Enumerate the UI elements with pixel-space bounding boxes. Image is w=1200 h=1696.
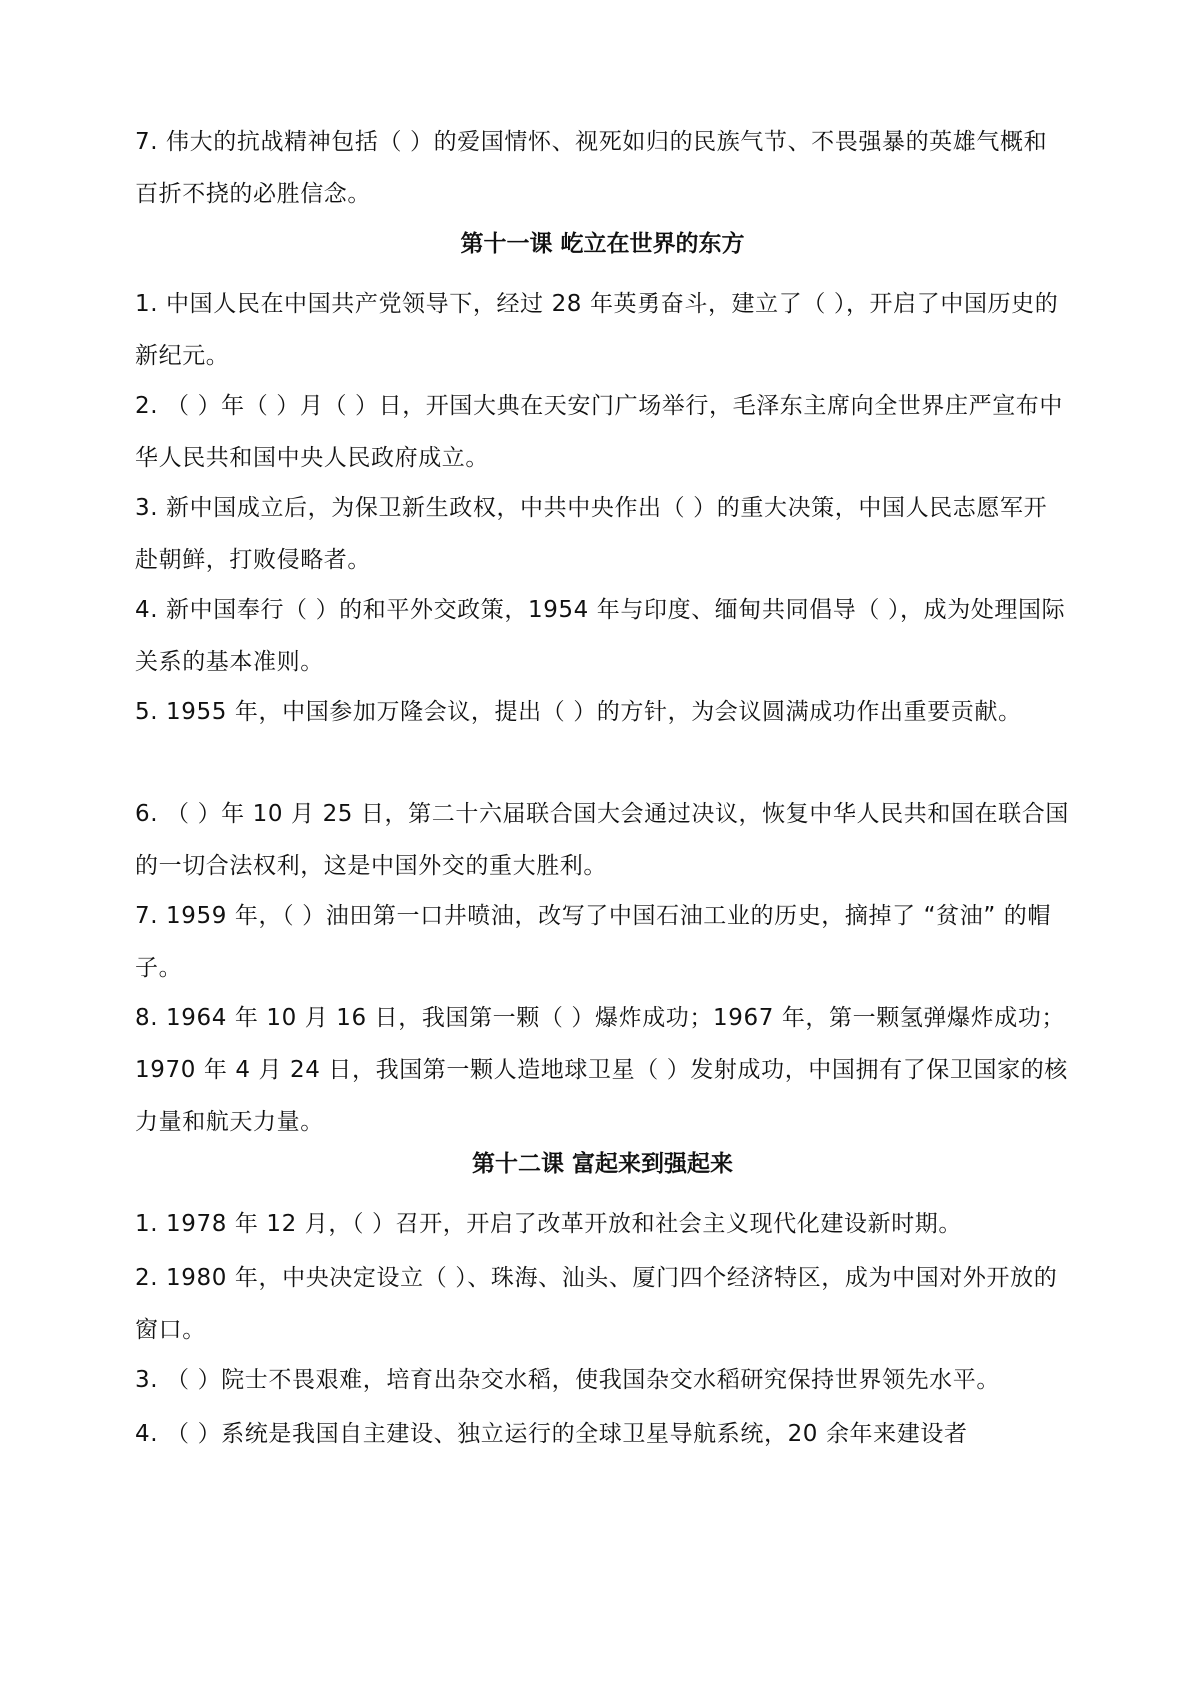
question-item: 7. 1959 年，（ ）油田第一口井喷油，改写了中国石油工业的历史，摘掉了 “贫油” 的帽子。 — [135, 903, 1051, 981]
document-page — [135, 0, 1070, 1696]
question-item: 8. 1964 年 10 月 16 日，我国第一颗（ ）爆炸成功；1967 年，第一颗氢弹爆炸成功；1970 年 4 月 24 日，我国第一颗人造地球卫星（ ）发射成功，中国拥有了保卫国家的核力量和航天力量。 — [135, 1005, 1068, 1135]
question-item: 2. 1980 年，中央决定设立（ ）、珠海、汕头、厦门四个经济特区，成为中国对外开放的窗口。 — [135, 1265, 1058, 1343]
question-item: 2. （ ）年（ ）月（ ）日，开国大典在天安门广场举行，毛泽东主席向全世界庄严宣布中华人民共和国中央人民政府成立。 — [135, 393, 1063, 471]
question-item: 4. 新中国奉行（ ）的和平外交政策，1954 年与印度、缅甸共同倡导（ ），成为处理国际关系的基本准则。 — [135, 597, 1066, 675]
lesson-11-title: 第十一课 屹立在世界的东方 — [460, 231, 745, 257]
question-item: 6. （ ）年 10 月 25 日，第二十六届联合国大会通过决议，恢复中华人民共和国在联合国的一切合法权利，这是中国外交的重大胜利。 — [135, 801, 1069, 879]
question-item: 1. 1978 年 12 月，（ ）召开，开启了改革开放和社会主义现代化建设新时期。 — [135, 1211, 962, 1237]
question-item: 3. （ ）院士不畏艰难，培育出杂交水稻，使我国杂交水稻研究保持世界领先水平。 — [135, 1367, 1000, 1393]
question-item: 3. 新中国成立后，为保卫新生政权，中共中央作出（ ）的重大决策，中国人民志愿军开赴朝鲜，打败侵略者。 — [135, 495, 1048, 573]
question-item: 5. 1955 年，中国参加万隆会议，提出（ ）的方针，为会议圆满成功作出重要贡献。 — [135, 699, 1022, 725]
question-item: 1. 中国人民在中国共产党领导下，经过 28 年英勇奋斗，建立了（ ），开启了中国历史的新纪元。 — [135, 291, 1059, 369]
lesson-12-title: 第十二课 富起来到强起来 — [471, 1151, 733, 1177]
question-item: 7. 伟大的抗战精神包括（ ）的爱国情怀、视死如归的民族气节、不畏强暴的英雄气概和百折不挠的必胜信念。 — [135, 129, 1048, 207]
question-item: 4. （ ）系统是我国自主建设、独立运行的全球卫星导航系统，20 余年来建设者 — [135, 1421, 968, 1447]
